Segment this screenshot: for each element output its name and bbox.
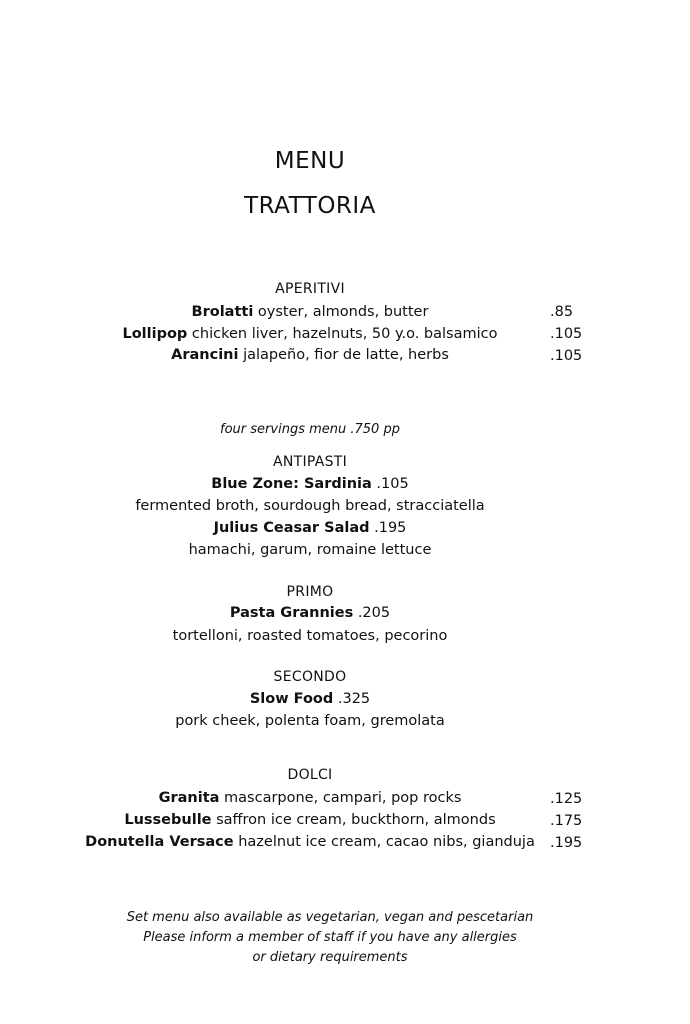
dish-name: Lollipop bbox=[122, 326, 188, 342]
dish-name: Donutella Versace bbox=[85, 834, 234, 850]
dish-name: Blue Zone: Sardinia bbox=[211, 476, 372, 492]
antipasti-dish bbox=[0, 520, 620, 536]
set-menu-price: four servings menu .750 pp bbox=[220, 422, 400, 437]
dish-price: .195 bbox=[550, 835, 583, 851]
dish-description: tortelloni, roasted tomatoes, pecorino bbox=[172, 628, 448, 644]
dish-description: oyster, almonds, butter bbox=[253, 304, 429, 320]
dish-name: Julius Ceasar Salad bbox=[213, 520, 370, 536]
aperitivi-item bbox=[0, 304, 620, 320]
dish-description: pork cheek, polenta foam, gremolata bbox=[175, 713, 445, 729]
dish-description: fermented broth, sourdough bread, stracciatella bbox=[135, 498, 485, 514]
restaurant-name: TRATTORIA bbox=[244, 193, 376, 219]
dish-name: Brolatti bbox=[191, 304, 254, 320]
primo-dish bbox=[0, 605, 620, 621]
dietary-options-note: Set menu also available as vegetarian, vegan and pescetarian bbox=[126, 910, 534, 925]
menu-title: MENU bbox=[274, 148, 346, 174]
dish-name: Granita bbox=[158, 790, 220, 806]
dolci-item bbox=[0, 834, 620, 850]
dish-price: .175 bbox=[550, 813, 583, 829]
dish-name: Arancini bbox=[171, 347, 239, 363]
antipasti-heading: ANTIPASTI bbox=[272, 454, 348, 470]
dish-description: jalapeño, fior de latte, herbs bbox=[238, 347, 449, 363]
dish-price: .105 bbox=[371, 476, 409, 492]
dish-name: Lussebulle bbox=[124, 812, 212, 828]
dolci-item bbox=[0, 790, 620, 806]
dish-price: .325 bbox=[333, 691, 371, 707]
dish-description: saffron ice cream, buckthorn, almonds bbox=[211, 812, 496, 828]
secondo-heading: SECONDO bbox=[273, 669, 347, 685]
aperitivi-item bbox=[0, 347, 620, 363]
dish-price: .105 bbox=[550, 348, 583, 364]
aperitivi-heading: APERITIVI bbox=[275, 281, 345, 297]
dish-price: .125 bbox=[550, 791, 583, 807]
aperitivi-item bbox=[0, 326, 620, 342]
allergy-note: Please inform a member of staff if you have any allergies bbox=[143, 930, 517, 945]
dolci-item bbox=[0, 812, 620, 828]
dish-name: Pasta Grannies bbox=[229, 605, 354, 621]
allergy-note-continued: or dietary requirements bbox=[252, 950, 408, 965]
dish-description: hamachi, garum, romaine lettuce bbox=[188, 542, 432, 558]
dolci-heading: DOLCI bbox=[287, 767, 333, 783]
dish-description: hazelnut ice cream, cacao nibs, gianduja bbox=[233, 834, 535, 850]
dish-price: .105 bbox=[550, 326, 583, 342]
secondo-dish bbox=[0, 691, 620, 707]
dish-name: Slow Food bbox=[249, 691, 334, 707]
dish-price: .195 bbox=[369, 520, 407, 536]
dish-description: chicken liver, hazelnuts, 50 y.o. balsamico bbox=[187, 326, 498, 342]
dish-price: .205 bbox=[353, 605, 391, 621]
dish-description: mascarpone, campari, pop rocks bbox=[219, 790, 462, 806]
primo-heading: PRIMO bbox=[286, 584, 334, 600]
antipasti-dish bbox=[0, 476, 620, 492]
dish-price: .85 bbox=[550, 304, 574, 320]
